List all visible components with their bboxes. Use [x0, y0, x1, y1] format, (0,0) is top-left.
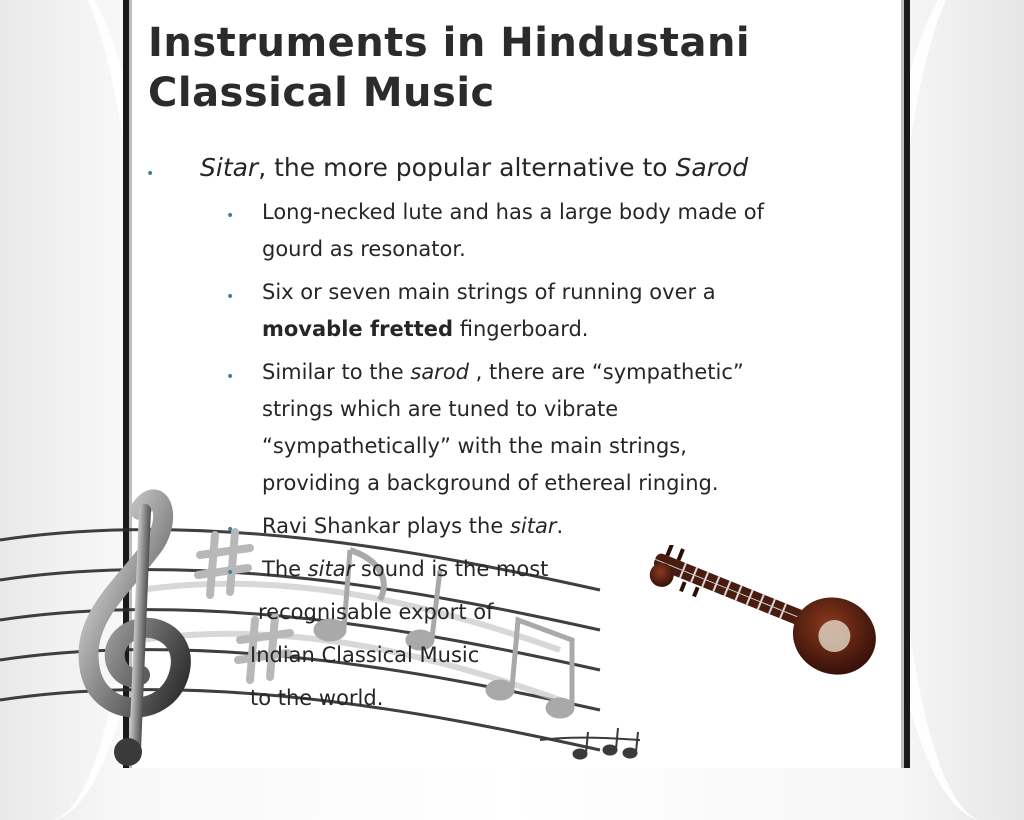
bullet-sitar-term: Sitar: [200, 153, 259, 182]
bold-term: movable fretted: [262, 317, 454, 341]
bullet-line: gourd as resonator.: [262, 237, 466, 261]
bullet-line: to the world.: [250, 686, 384, 710]
bullet-export: [262, 551, 548, 588]
bullet-long-necked: [262, 194, 764, 268]
bullet-dot: •: [226, 565, 235, 581]
bullet-line-pre: Similar to the: [262, 360, 411, 384]
bullet-line: Long-necked lute and has a large body made of: [262, 200, 765, 224]
slide-title: Instruments in Hindustani Classical Music: [148, 20, 751, 116]
bullet-dot: •: [146, 166, 155, 182]
bullet-text: Ravi Shankar plays the: [262, 514, 510, 538]
bullet-dot: •: [226, 369, 235, 385]
sitar-term: sitar: [509, 514, 557, 538]
bullet-strings: [262, 274, 716, 348]
bullet-text: The: [262, 557, 308, 581]
bullet-line: Six or seven main strings of running over a: [262, 280, 716, 304]
bullet-dot: •: [226, 522, 235, 538]
bullet-line: [262, 311, 716, 348]
bullet-dot: •: [226, 208, 235, 224]
bullet-sympathetic: [262, 354, 744, 502]
bullet-line: “sympathetically” with the main strings,: [262, 434, 687, 458]
bullet-ravi-shankar: [262, 508, 563, 545]
bullet-line: [262, 354, 744, 391]
sarod-term: sarod: [410, 360, 469, 384]
sitar-term: sitar: [307, 557, 355, 581]
bullet-line: providing a background of ethereal ringing.: [262, 471, 719, 495]
bullet-sitar-text: , the more popular alternative to: [258, 153, 676, 182]
bullet-line-post: , there are “sympathetic”: [469, 360, 744, 384]
bullet-line-rest: fingerboard.: [453, 317, 589, 341]
bullet-sarod-term: Sarod: [675, 153, 749, 182]
bullet-line: strings which are tuned to vibrate: [262, 397, 619, 421]
bullet-dot: •: [226, 289, 235, 305]
bullet-sitar: [200, 153, 748, 182]
bullet-text-end: .: [556, 514, 564, 538]
bullet-line: recognisable export of: [258, 600, 494, 624]
bullet-text-end: sound is the most: [354, 557, 549, 581]
bullet-line: Indian Classical Music: [250, 643, 480, 667]
